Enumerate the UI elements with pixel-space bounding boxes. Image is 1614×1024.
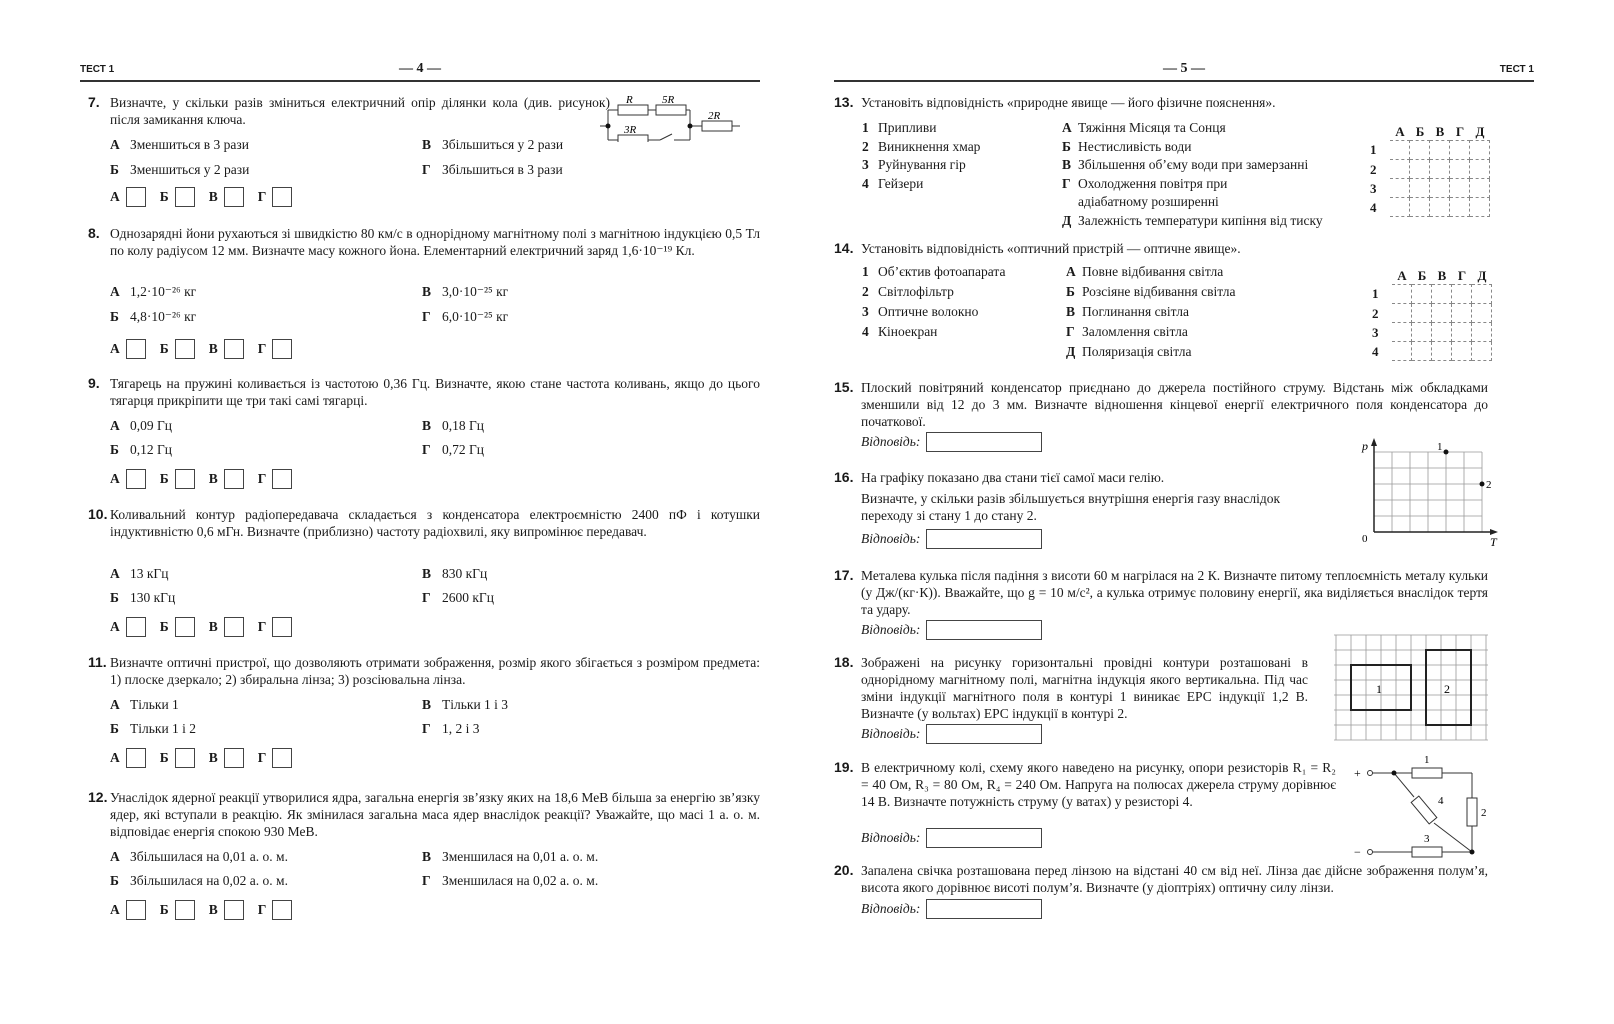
option-g: Г 0,72 Гц xyxy=(422,442,485,457)
question-number: 17. xyxy=(834,567,854,583)
question-number: 12. xyxy=(88,789,108,805)
grid-cell[interactable] xyxy=(1430,179,1450,198)
option-g: Г Зменшилася на 0,02 а. о. м. xyxy=(422,873,599,888)
question-number: 18. xyxy=(834,654,854,670)
answer-row: Відповідь: xyxy=(861,724,1042,744)
question-10 xyxy=(80,506,760,540)
question-text: Визначте оптичні пристрої, що дозволяють отримати зображення, розмір якого збігається з розміром предмета: 1) плоске дзеркало; 2) збиральна лінза; 3) розсіювальна лінза. xyxy=(110,655,760,687)
option-v: В 3,0·10⁻²⁵ кг xyxy=(422,284,509,299)
page-header xyxy=(834,60,1534,82)
checkbox-a[interactable] xyxy=(126,900,146,920)
checkbox-v[interactable] xyxy=(224,339,244,359)
question-number: 13. xyxy=(834,94,854,110)
answer-row: Відповідь: xyxy=(861,529,1042,549)
question-text: Запалена свічка розташована перед лінзою на відстані 40 см від неї. Лінза дає дійсне зображення полум’я, висота якого дорівнює висоті полум’я. Визначте (у діоптріях) оптичну силу лінзи. xyxy=(861,863,1488,895)
grid-cell[interactable] xyxy=(1430,160,1450,179)
svg-text:2: 2 xyxy=(1481,807,1487,819)
answer-boxes: А Б В Г xyxy=(110,469,306,489)
answer-boxes: А Б В Г xyxy=(110,748,306,768)
match-right-list: А Повне відбивання світла Б Розсіяне відбивання світла В Поглинання світла Г Заломлення світла Д Поляризація світла xyxy=(1066,264,1236,359)
question-9 xyxy=(80,375,760,409)
question-14 xyxy=(834,240,1534,257)
grid-cell[interactable] xyxy=(1432,342,1452,361)
page-header xyxy=(80,60,760,82)
test-label: ТЕСТ 1 xyxy=(80,64,115,75)
checkbox-a[interactable] xyxy=(126,617,146,637)
question-number: 10. xyxy=(88,506,108,522)
svg-text:−: − xyxy=(1354,845,1361,859)
option-b: Б Збільшилася на 0,02 а. о. м. xyxy=(110,873,288,888)
question-text: Визначте, у скільки разів зміниться електричний опір ділянки кола (див. рисунок) після замикання ключа. xyxy=(110,95,610,127)
answer-row: Відповідь: xyxy=(861,899,1042,919)
grid-cell[interactable] xyxy=(1450,179,1470,198)
svg-text:1: 1 xyxy=(1437,441,1443,453)
checkbox-b[interactable] xyxy=(175,187,195,207)
question-text: Металева кулька після падіння з висоти 60 м нагрілася на 2 К. Визначте питому теплоємність металу кульки (у Дж/(кг·К)). Вважайте, що g = 10 м/с², а кулька отримує половину енергії, яка виділяється внаслідок тертя та удару. xyxy=(861,568,1488,617)
question-8 xyxy=(80,225,760,259)
match-grid-13: А Б В Г Д 1 2 3 4 xyxy=(1370,124,1490,217)
answer-boxes: А Б В Г xyxy=(110,900,306,920)
answer-input-19[interactable] xyxy=(926,828,1042,848)
answer-boxes: А Б В Г xyxy=(110,617,306,637)
page-number: — 5 — xyxy=(1163,61,1205,76)
grid-cell[interactable] xyxy=(1470,198,1490,217)
option-a: А 1,2·10⁻²⁶ кг xyxy=(110,284,197,299)
grid-cell[interactable] xyxy=(1470,160,1490,179)
checkbox-v[interactable] xyxy=(224,617,244,637)
checkbox-v[interactable] xyxy=(224,187,244,207)
grid-cell[interactable] xyxy=(1392,284,1412,304)
option-b: Б Тільки 1 і 2 xyxy=(110,721,197,736)
checkbox-b[interactable] xyxy=(175,339,195,359)
grid-cell[interactable] xyxy=(1390,160,1410,179)
checkbox-b[interactable] xyxy=(175,469,195,489)
option-b: Б Зменшиться у 2 рази xyxy=(110,162,250,177)
grid-cell[interactable] xyxy=(1390,140,1410,160)
answer-input-15[interactable] xyxy=(926,432,1042,452)
grid-cell[interactable] xyxy=(1392,323,1412,342)
option-b: Б 0,12 Гц xyxy=(110,442,173,457)
option-v: В 830 кГц xyxy=(422,566,488,581)
grid-cell[interactable] xyxy=(1392,342,1412,361)
grid-cell[interactable] xyxy=(1430,140,1450,160)
svg-text:R: R xyxy=(626,94,633,106)
answer-input-17[interactable] xyxy=(926,620,1042,640)
option-g: Г 6,0·10⁻²⁵ кг xyxy=(422,309,509,324)
svg-text:5R: 5R xyxy=(662,94,675,106)
answer-row: Відповідь: xyxy=(861,828,1042,848)
checkbox-b[interactable] xyxy=(175,748,195,768)
grid-cell[interactable] xyxy=(1450,160,1470,179)
checkbox-g[interactable] xyxy=(272,748,292,768)
option-b: Б 130 кГц xyxy=(110,590,176,605)
svg-text:+: + xyxy=(1354,766,1361,780)
grid-cell[interactable] xyxy=(1412,342,1432,361)
answer-boxes: А Б В Г xyxy=(110,187,306,207)
grid-cell[interactable] xyxy=(1410,198,1430,217)
question-number: 9. xyxy=(88,375,100,391)
question-number: 11. xyxy=(88,654,107,670)
question-number: 7. xyxy=(88,94,100,110)
option-a: А 13 кГц xyxy=(110,566,169,581)
checkbox-a[interactable] xyxy=(126,469,146,489)
option-b: Б 4,8·10⁻²⁶ кг xyxy=(110,309,197,324)
svg-text:1: 1 xyxy=(1376,682,1382,696)
test-label: ТЕСТ 1 xyxy=(1499,64,1534,75)
checkbox-g[interactable] xyxy=(272,339,292,359)
question-text: Зображені на рисунку горизонтальні провідні контури розташовані в однорідному магнітному полі, магнітна індукція якого вертикальна. Під час зміни індукції магнітного поля в контурі 1 виникає ЕРС індукції 1,2 В. Визначте (у вольтах) ЕРС індукції в контурі 2. xyxy=(861,655,1308,721)
checkbox-v[interactable] xyxy=(224,900,244,920)
answer-row: Відповідь: xyxy=(861,432,1042,452)
left-page xyxy=(80,0,760,1024)
svg-text:2: 2 xyxy=(1486,479,1492,491)
option-a: А 0,09 Гц xyxy=(110,418,173,433)
svg-text:2: 2 xyxy=(1444,682,1450,696)
svg-text:3R: 3R xyxy=(624,124,637,136)
grid-cell[interactable] xyxy=(1472,342,1492,361)
option-g: Г 2600 кГц xyxy=(422,590,494,605)
question-20 xyxy=(834,862,1534,896)
svg-text:1: 1 xyxy=(1424,754,1430,766)
right-page xyxy=(834,0,1534,1024)
question-text: Установіть відповідність «оптичний пристрій — оптичне явище». xyxy=(861,241,1241,256)
question-text: Однозарядні йони рухаються зі швидкістю 80 км/с в однорідному магнітному полі з магнітною індукцією 0,5 Тл по колу радіусом 12 мм. Визначте масу кожного йона. Елементарний електричний заряд 1,6·10⁻¹⁹ Кл. xyxy=(110,226,760,258)
answer-input-20[interactable] xyxy=(926,899,1042,919)
question-number: 14. xyxy=(834,240,854,256)
grid-cell[interactable] xyxy=(1432,304,1452,323)
answer-input-16[interactable] xyxy=(926,529,1042,549)
svg-text:3: 3 xyxy=(1424,833,1430,845)
question-number: 16. xyxy=(834,469,854,485)
grid-cell[interactable] xyxy=(1450,198,1470,217)
grid-cell[interactable] xyxy=(1412,284,1432,304)
checkbox-a[interactable] xyxy=(126,187,146,207)
page-number: — 4 — xyxy=(399,61,441,76)
pt-graph xyxy=(1344,436,1504,546)
circuit-diagram-19 xyxy=(1352,750,1492,860)
grid-cell[interactable] xyxy=(1432,284,1452,304)
grid-cell[interactable] xyxy=(1470,179,1490,198)
option-a: А Тільки 1 xyxy=(110,697,179,712)
checkbox-g[interactable] xyxy=(272,469,292,489)
question-number: 20. xyxy=(834,862,854,878)
grid-cell[interactable] xyxy=(1390,198,1410,217)
grid-cell[interactable] xyxy=(1450,140,1470,160)
grid-cell[interactable] xyxy=(1390,179,1410,198)
question-17 xyxy=(834,567,1534,618)
checkbox-g[interactable] xyxy=(272,187,292,207)
question-13 xyxy=(834,94,1534,111)
answer-boxes: А Б В Г xyxy=(110,339,306,359)
contours-figure xyxy=(1334,633,1489,743)
grid-cell[interactable] xyxy=(1430,198,1450,217)
question-11 xyxy=(80,654,760,688)
question-text: Тягарець на пружині коливається із частотою 0,36 Гц. Визначте, якою стане частота коливань, якщо до цього тягарця прикріпити ще три такі самі тягарці. xyxy=(110,376,760,408)
question-text: Установіть відповідність «природне явище — його фізичне пояснення». xyxy=(861,95,1276,110)
grid-cell[interactable] xyxy=(1412,323,1432,342)
question-text: Унаслідок ядерної реакції утворилися ядра, загальна енергія зв’язку яких на 18,6 МеВ більша за енергію зв’язку ядер, які вступали в реакцію. Як змінилася загальна маса ядер внаслідок реакції? Уважайте, що масі 1 а. о. м. відповідає енергія спокою 930 МеВ. xyxy=(110,790,760,839)
grid-cell[interactable] xyxy=(1410,140,1430,160)
match-left-list: 1 Об’єктив фотоапарата 2 Світлофільтр 3 Оптичне волокно 4 Кіноекран xyxy=(862,264,1006,339)
option-a: А Зменшиться в 3 рази xyxy=(110,137,249,152)
question-number: 19. xyxy=(834,759,854,775)
svg-text:T: T xyxy=(1490,535,1497,546)
grid-cell[interactable] xyxy=(1452,342,1472,361)
question-number: 15. xyxy=(834,379,854,395)
checkbox-a[interactable] xyxy=(126,748,146,768)
grid-cell[interactable] xyxy=(1452,323,1472,342)
grid-cell[interactable] xyxy=(1452,304,1472,323)
grid-cell[interactable] xyxy=(1472,323,1492,342)
question-text: На графіку показано два стани тієї самої маси гелію. xyxy=(861,470,1165,485)
match-grid-14: А Б В Г Д 1 2 3 4 xyxy=(1372,268,1492,361)
checkbox-b[interactable] xyxy=(175,900,195,920)
grid-cell[interactable] xyxy=(1472,304,1492,323)
svg-text:4: 4 xyxy=(1438,795,1444,807)
match-right-list: А Тяжіння Місяця та Сонця Б Нестисливість води В Збільшення об’єму води при замерзанні Г Охолодження повітря при адіабатному розширенні Д Залежність температури кипіння від тиску xyxy=(1062,120,1323,228)
match-left-list: 1 Припливи 2 Виникнення хмар 3 Руйнування гір 4 Гейзери xyxy=(862,120,981,191)
svg-text:2R: 2R xyxy=(708,110,721,122)
question-text: Коливальний контур радіопередавача складається з конденсатора електроємністю 2400 пФ і котушки індуктивністю 0,6 мГн. Визначте (приблизно) частоту радіохвилі, яку випромінює передавач. xyxy=(110,507,760,539)
grid-cell[interactable] xyxy=(1472,284,1492,304)
circuit-diagram-icon xyxy=(600,92,750,142)
grid-cell[interactable] xyxy=(1412,304,1432,323)
svg-text:p: p xyxy=(1362,439,1368,453)
option-v: В 0,18 Гц xyxy=(422,418,485,433)
answer-input-18[interactable] xyxy=(926,724,1042,744)
option-v: В Збільшиться у 2 рази xyxy=(422,137,564,152)
grid-cell[interactable] xyxy=(1410,179,1430,198)
option-v: В Зменшилася на 0,01 а. о. м. xyxy=(422,849,599,864)
grid-cell[interactable] xyxy=(1452,284,1472,304)
answer-row: Відповідь: xyxy=(861,620,1042,640)
checkbox-b[interactable] xyxy=(175,617,195,637)
grid-cell[interactable] xyxy=(1470,140,1490,160)
question-number: 8. xyxy=(88,225,100,241)
question-text: Визначте, у скільки разів збільшується внутрішня енергія газу внаслідок переходу зі стану 1 до стану 2. xyxy=(861,491,1281,523)
question-text: В електричному колі, схему якого наведено на рисунку, опори резисторів R₁ = R₂ = 40 Ом, R₃ = 80 Ом, R₄ = 240 Ом. Напруга на полюсах джерела струму дорівнює 14 В. Визначте потужність струму (у ватах) у резисторі 4. xyxy=(861,760,1336,809)
option-g: Г Збільшиться в 3 рази xyxy=(422,162,563,177)
checkbox-a[interactable] xyxy=(126,339,146,359)
question-12 xyxy=(80,789,760,840)
checkbox-g[interactable] xyxy=(272,617,292,637)
grid-cell[interactable] xyxy=(1392,304,1412,323)
checkbox-v[interactable] xyxy=(224,748,244,768)
checkbox-v[interactable] xyxy=(224,469,244,489)
question-text: Плоский повітряний конденсатор приєднано до джерела постійного струму. Відстань між обкладками зменшили від 12 до 3 мм. Визначте відношення кінцевої енергії електричного поля конденсатора до початкової. xyxy=(861,380,1488,429)
question-15 xyxy=(834,379,1534,430)
option-v: В Тільки 1 і 3 xyxy=(422,697,509,712)
grid-cell[interactable] xyxy=(1432,323,1452,342)
svg-text:0: 0 xyxy=(1362,533,1368,545)
option-g: Г 1, 2 і 3 xyxy=(422,721,480,736)
option-a: А Збільшилася на 0,01 а. о. м. xyxy=(110,849,288,864)
checkbox-g[interactable] xyxy=(272,900,292,920)
grid-cell[interactable] xyxy=(1410,160,1430,179)
